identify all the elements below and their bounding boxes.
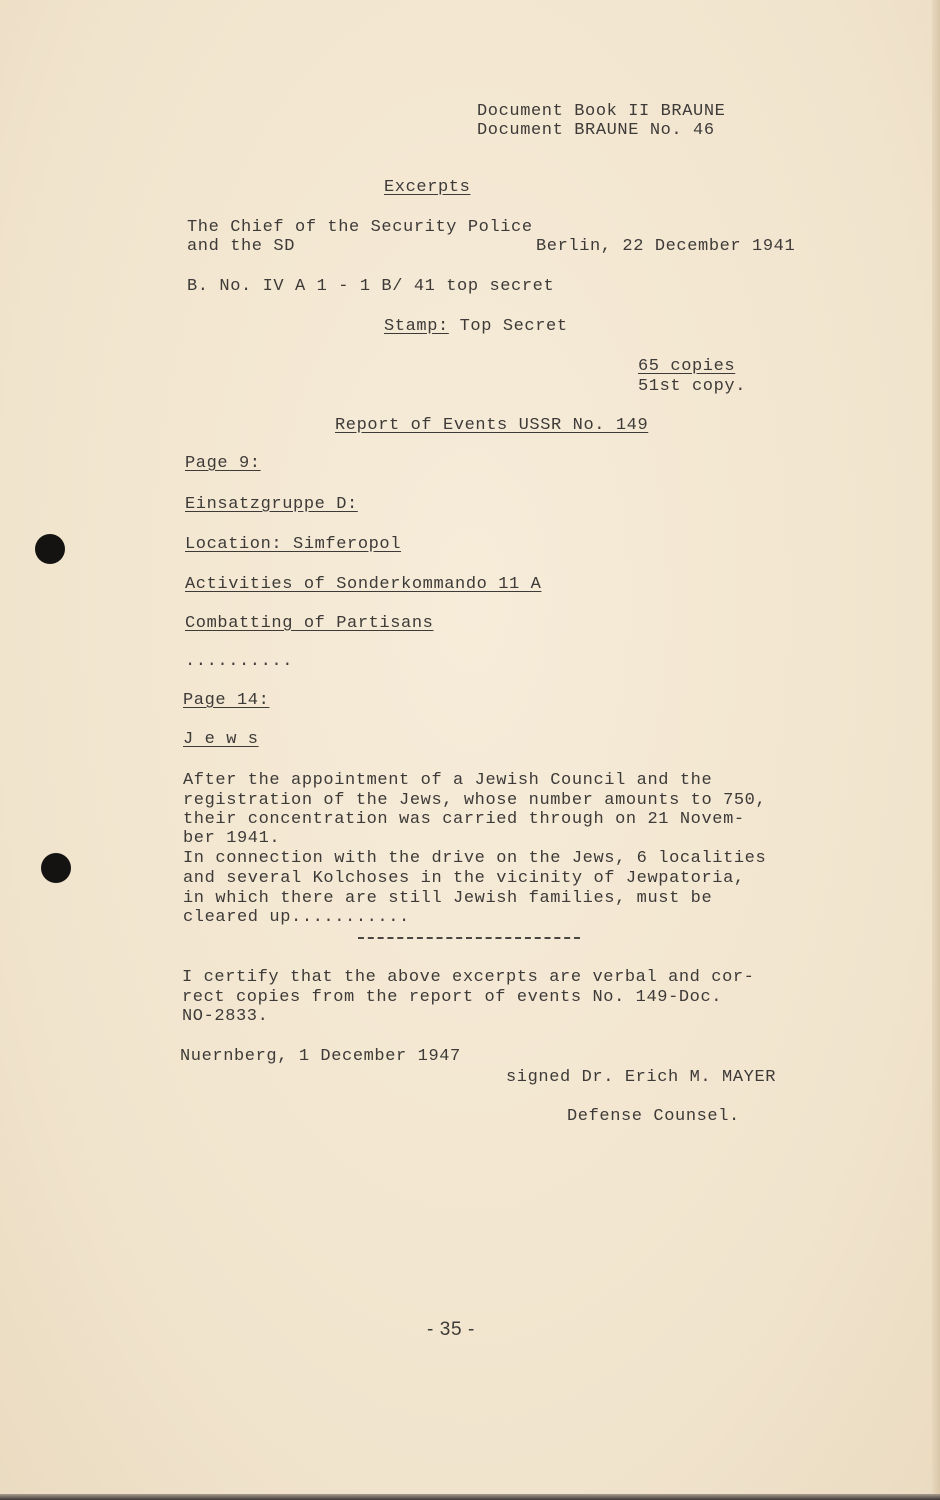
punch-hole-top	[35, 534, 65, 564]
page9-label: Page 9:	[185, 454, 261, 473]
paragraph-1-line-2: registration of the Jews, whose number amounts to 750,	[183, 791, 767, 810]
report-title: Report of Events USSR No. 149	[335, 416, 649, 435]
certification-line-1: I certify that the above excerpts are verbal and cor-	[182, 968, 755, 987]
sender-place-date: Berlin, 22 December 1941	[536, 237, 796, 256]
jews-heading: J e w s	[183, 730, 259, 749]
certification-line-3: NO-2833.	[182, 1007, 269, 1026]
copies-this: 51st copy.	[638, 377, 747, 396]
dashed-divider	[358, 937, 580, 939]
stamp-label: Stamp:	[384, 317, 449, 336]
paragraph-1-line-4: ber 1941.	[183, 829, 281, 848]
signature: signed Dr. Erich M. MAYER	[506, 1068, 777, 1087]
page14-label: Page 14:	[183, 691, 270, 710]
reference-number: B. No. IV A 1 - 1 B/ 41 top secret	[187, 277, 555, 296]
paragraph-1-line-3: their concentration was carried through on 21 Novem-	[183, 810, 745, 829]
header-doc-number: Document BRAUNE No. 46	[477, 121, 715, 140]
paper-edge-bottom	[0, 1494, 940, 1500]
certification-line-2: rect copies from the report of events No. 149-Doc.	[182, 988, 723, 1007]
sender-line-2: and the SD	[187, 237, 296, 256]
sender-line-1: The Chief of the Security Police	[187, 218, 533, 237]
activities-heading: Activities of Sonderkommando 11 A	[185, 575, 542, 594]
stamp-line	[384, 317, 568, 336]
document-title: Excerpts	[384, 178, 471, 197]
paragraph-2-line-1: In connection with the drive on the Jews, 6 localities	[183, 849, 767, 868]
paragraph-2-line-4: cleared up...........	[183, 908, 410, 927]
location-heading: Location: Simferopol	[185, 535, 402, 554]
signer-role: Defense Counsel.	[567, 1107, 740, 1126]
paragraph-2-line-3: in which there are still Jewish families, must be	[183, 889, 713, 908]
paper-edge-right	[932, 0, 940, 1500]
header-book: Document Book II BRAUNE	[477, 102, 726, 121]
omission-dots: ..........	[185, 652, 294, 671]
punch-hole-bottom	[41, 853, 71, 883]
stamp-value: Top Secret	[459, 317, 568, 336]
certification-place-date: Nuernberg, 1 December 1947	[180, 1047, 461, 1066]
paragraph-1-line-1: After the appointment of a Jewish Council and the	[183, 771, 713, 790]
combatting-heading: Combatting of Partisans	[185, 614, 434, 633]
paragraph-2-line-2: and several Kolchoses in the vicinity of Jewpatoria,	[183, 869, 745, 888]
einsatzgruppe-heading: Einsatzgruppe D:	[185, 495, 358, 514]
page-number: - 35 -	[427, 1319, 475, 1340]
copies-total: 65 copies	[638, 357, 736, 376]
